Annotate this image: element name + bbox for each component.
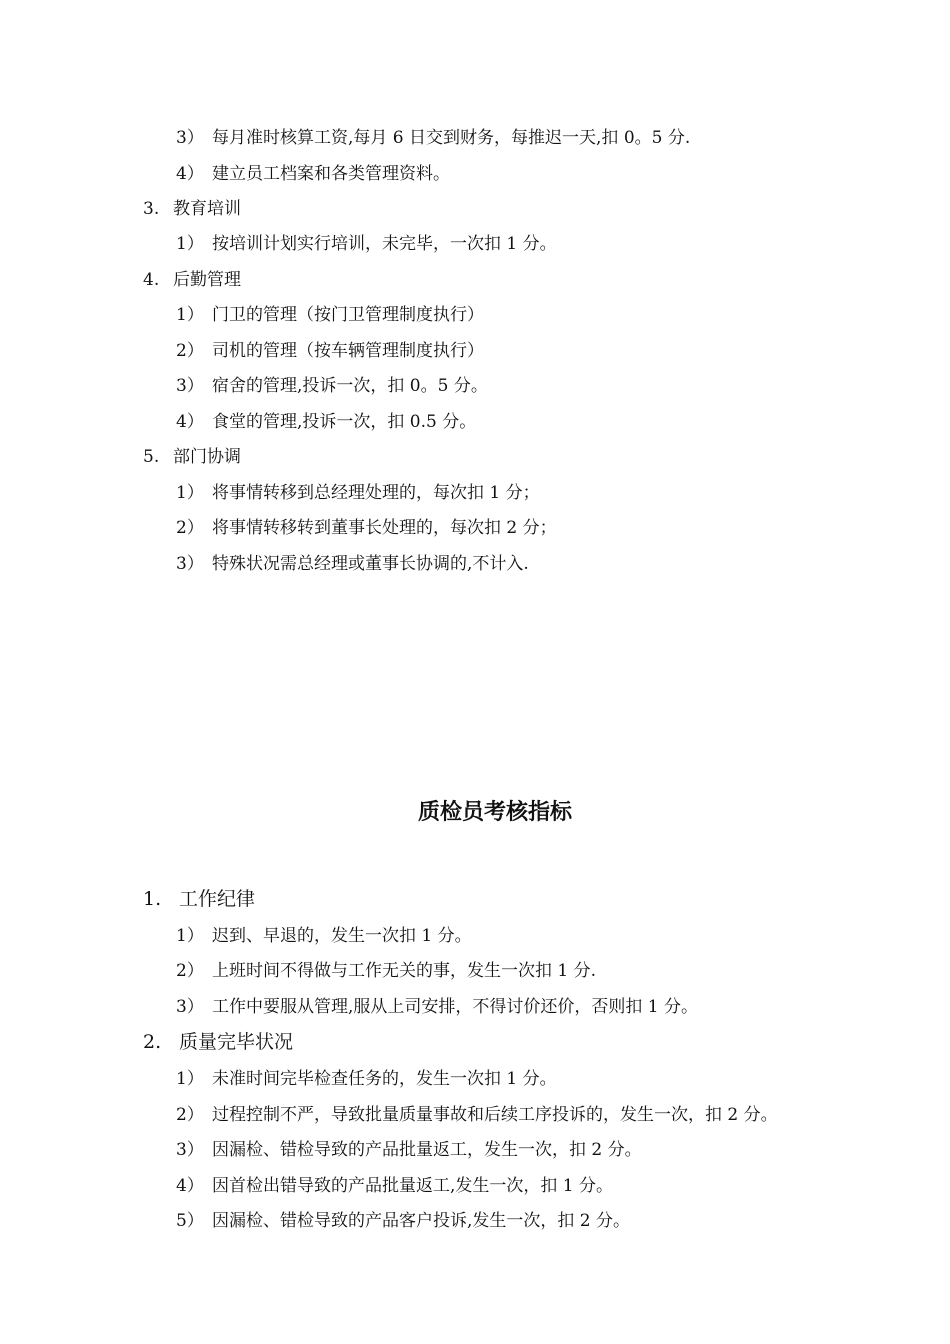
section-number: 2. <box>143 1031 162 1053</box>
item-number: 4） <box>176 164 204 184</box>
item-number: 2） <box>176 341 204 361</box>
item-number: 3） <box>176 376 204 396</box>
item-text: 每月准时核算工资,每月 6 日交到财务，每推迟一天,扣 0。5 分. <box>212 128 691 148</box>
item-text: 按培训计划实行培训，未完毕，一次扣 1 分。 <box>212 234 557 254</box>
item-text: 门卫的管理（按门卫管理制度执行） <box>212 305 484 325</box>
item-text: 因首检出错导致的产品批量返工,发生一次，扣 1 分。 <box>212 1176 614 1196</box>
section-title: 后勤管理 <box>173 270 241 290</box>
list-item <box>176 1176 613 1196</box>
item-number: 5） <box>176 1211 204 1231</box>
item-text: 上班时间不得做与工作无关的事，发生一次扣 1 分. <box>212 961 597 981</box>
section-number: 1. <box>143 888 162 910</box>
item-number: 3） <box>176 554 204 574</box>
item-text: 因漏检、错检导致的产品客户投诉,发生一次，扣 2 分。 <box>212 1211 631 1231</box>
item-text: 未准时间完毕检查任务的，发生一次扣 1 分。 <box>212 1069 557 1089</box>
list-item <box>176 128 690 148</box>
section-number: 5. <box>143 447 160 467</box>
section-heading <box>143 447 241 467</box>
item-number: 1） <box>176 305 204 325</box>
section-heading <box>143 199 241 219</box>
item-number: 1） <box>176 926 204 946</box>
section-number: 4. <box>143 270 160 290</box>
list-item <box>176 997 698 1017</box>
list-item <box>176 961 596 981</box>
list-item <box>176 1140 642 1160</box>
item-number: 2） <box>176 518 204 538</box>
section-heading <box>143 1032 293 1052</box>
item-number: 1） <box>176 483 204 503</box>
list-item <box>176 376 488 396</box>
item-number: 2） <box>176 961 204 981</box>
item-text: 食堂的管理,投诉一次，扣 0.5 分。 <box>212 412 477 432</box>
item-text: 特殊状况需总经理或董事长协调的,不计入. <box>212 554 529 574</box>
section-title: 部门协调 <box>173 447 241 467</box>
item-text: 宿舍的管理,投诉一次，扣 0。5 分。 <box>212 376 488 396</box>
list-item <box>176 341 484 361</box>
item-number: 3） <box>176 1140 204 1160</box>
item-number: 1） <box>176 1069 204 1089</box>
list-item <box>176 1105 778 1125</box>
item-text: 将事情转移转到董事长处理的，每次扣 2 分； <box>212 518 557 538</box>
list-item <box>176 1069 557 1089</box>
section-title: 教育培训 <box>173 199 241 219</box>
list-item <box>176 926 472 946</box>
item-text: 建立员工档案和各类管理资料。 <box>212 164 450 184</box>
list-item <box>176 412 476 432</box>
section-number: 3. <box>143 199 160 219</box>
item-number: 2） <box>176 1105 204 1125</box>
section-title: 工作纪律 <box>179 888 256 910</box>
page-title: 质检员考核指标 <box>417 799 572 825</box>
item-text: 因漏检、错检导致的产品批量返工，发生一次，扣 2 分。 <box>212 1140 642 1160</box>
item-number: 4） <box>176 1176 204 1196</box>
item-text: 工作中要服从管理,服从上司安排，不得讨价还价，否则扣 1 分。 <box>212 997 699 1017</box>
item-text: 迟到、早退的，发生一次扣 1 分。 <box>212 926 472 946</box>
section-title: 质量完毕状况 <box>179 1031 294 1053</box>
item-text: 司机的管理（按车辆管理制度执行） <box>212 341 484 361</box>
item-text: 将事情转移到总经理处理的，每次扣 1 分； <box>212 483 540 503</box>
item-number: 1） <box>176 234 204 254</box>
item-number: 3） <box>176 128 204 148</box>
item-number: 4） <box>176 412 204 432</box>
list-item <box>176 234 557 254</box>
list-item <box>176 483 540 503</box>
item-number: 3） <box>176 997 204 1017</box>
section-heading <box>143 270 241 290</box>
list-item <box>176 305 484 325</box>
list-item <box>176 554 529 574</box>
list-item <box>176 164 450 184</box>
list-item <box>176 518 557 538</box>
section-heading <box>143 889 255 909</box>
list-item <box>176 1211 630 1231</box>
item-text: 过程控制不严，导致批量质量事故和后续工序投诉的，发生一次，扣 2 分。 <box>212 1105 778 1125</box>
